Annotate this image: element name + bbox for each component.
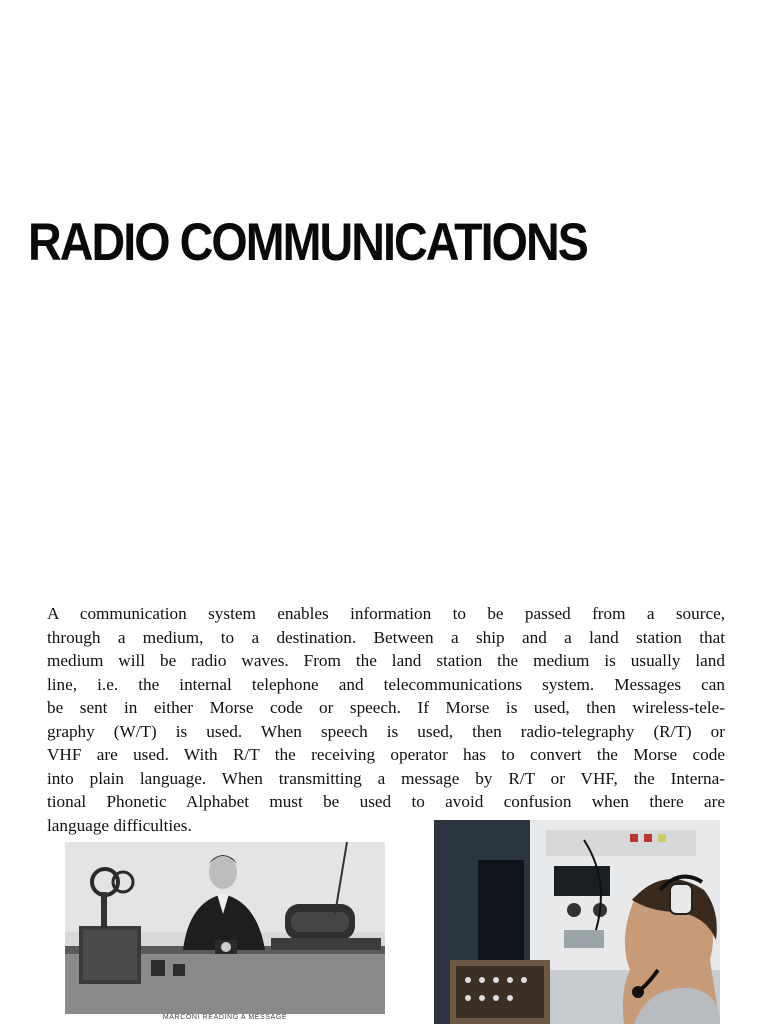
body-line: be sent in either Morse code or speech. If Morse is used, then wireless-tele- xyxy=(47,698,725,717)
body-line: A communication system enables information to be passed from a source, xyxy=(47,604,725,623)
body-line: into plain language. When transmitting a message by R/T or VHF, the Interna- xyxy=(47,768,725,788)
photo-radio-operator-illustration xyxy=(434,820,720,1024)
photo-marconi-illustration xyxy=(65,842,385,1014)
body-line: language difficulties. xyxy=(47,815,192,835)
body-line: tional Phonetic Alphabet must be used to avoid confusion when there are xyxy=(47,792,725,811)
body-line: VHF are used. With R/T the receiving operator has to convert the Morse code xyxy=(47,745,725,764)
body-line: medium will be radio waves. From the land station the medium is usually land xyxy=(47,651,725,670)
body-line: line, i.e. the internal telephone and telecommunications system. Messages can xyxy=(47,674,725,694)
photo-caption: MARCONI READING A MESSAGE xyxy=(162,1014,288,1021)
photo-marconi xyxy=(65,842,385,1014)
body-line: graphy (W/T) is used. When speech is used, then radio-telegraphy (R/T) or xyxy=(47,721,725,741)
body-paragraph xyxy=(47,602,725,837)
page-title: RADIO COMMUNICATIONS xyxy=(28,213,587,272)
body-line: through a medium, to a destination. Between a ship and a land station that xyxy=(47,627,725,647)
photo-radio-operator xyxy=(434,820,720,1024)
